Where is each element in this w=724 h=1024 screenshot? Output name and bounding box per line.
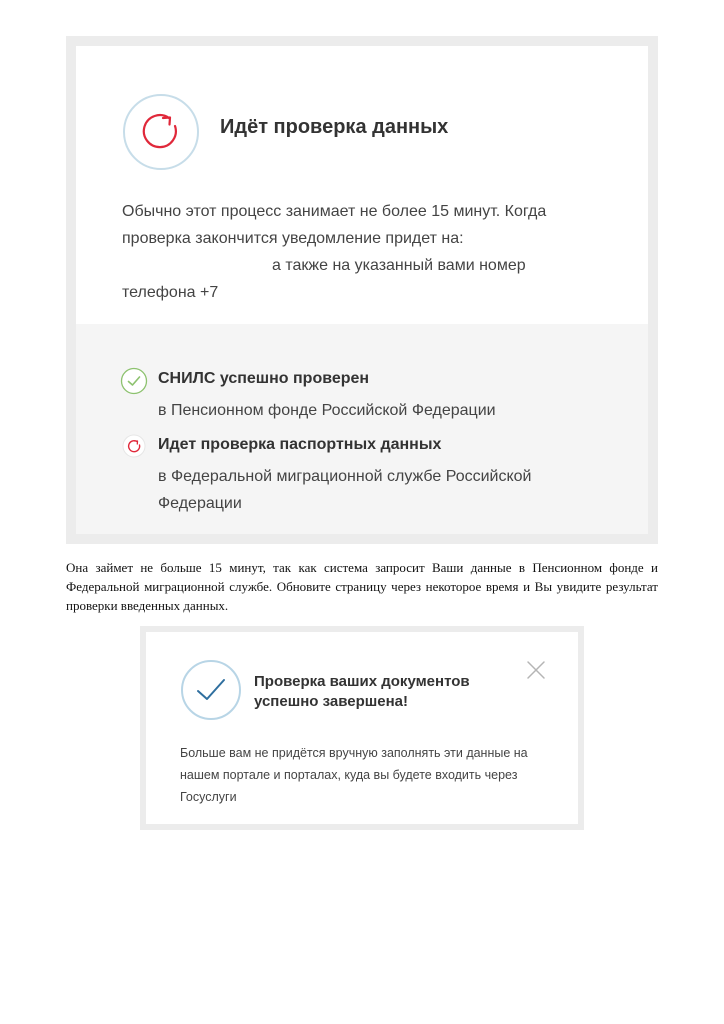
status-title: СНИЛС успешно проверен [158, 370, 370, 387]
status-description: в Пенсионном фонде Российской Федерации [158, 402, 496, 419]
result-description: Больше вам не придётся вручную заполнять эти данные на нашем портале и порталах, куда вы будете входить через Госуслуги [180, 746, 528, 804]
check-circle-icon [120, 367, 148, 395]
status-title: Идет проверка паспортных данных [158, 436, 442, 453]
close-icon[interactable] [526, 660, 546, 680]
checkmark-icon [195, 674, 227, 706]
description-line: Обычно этот процесс занимает не более 15 минут. Когда [122, 203, 547, 220]
verification-title: Идёт проверка данных [220, 116, 449, 138]
description-line: проверка закончится уведомление придет на: [122, 230, 464, 247]
status-description [158, 463, 568, 517]
success-badge [181, 660, 241, 720]
verification-screenshot [66, 36, 658, 544]
status-description-line: Федерации [158, 495, 242, 512]
result-title: Проверка ваших документов успешно завершена! [254, 673, 470, 710]
verification-description [122, 198, 582, 306]
description-line: а также на указанный вами номер [272, 257, 526, 274]
refresh-icon [139, 110, 183, 154]
result-card [146, 632, 578, 824]
description-line: телефона +7 [122, 284, 219, 301]
document-paragraph: Она займет не больше 15 минут, так как система запросит Ваши данные в Пенсионном фонде и Федеральной миграционной службе. Обновите страницу через некоторое время и Вы увидите результат проверки введенных данных. [66, 560, 658, 613]
refresh-badge [123, 94, 199, 170]
result-screenshot [140, 626, 584, 830]
status-description-line: в Федеральной миграционной службе Российской [158, 468, 532, 485]
refresh-icon [120, 432, 148, 460]
verification-card [76, 46, 648, 534]
